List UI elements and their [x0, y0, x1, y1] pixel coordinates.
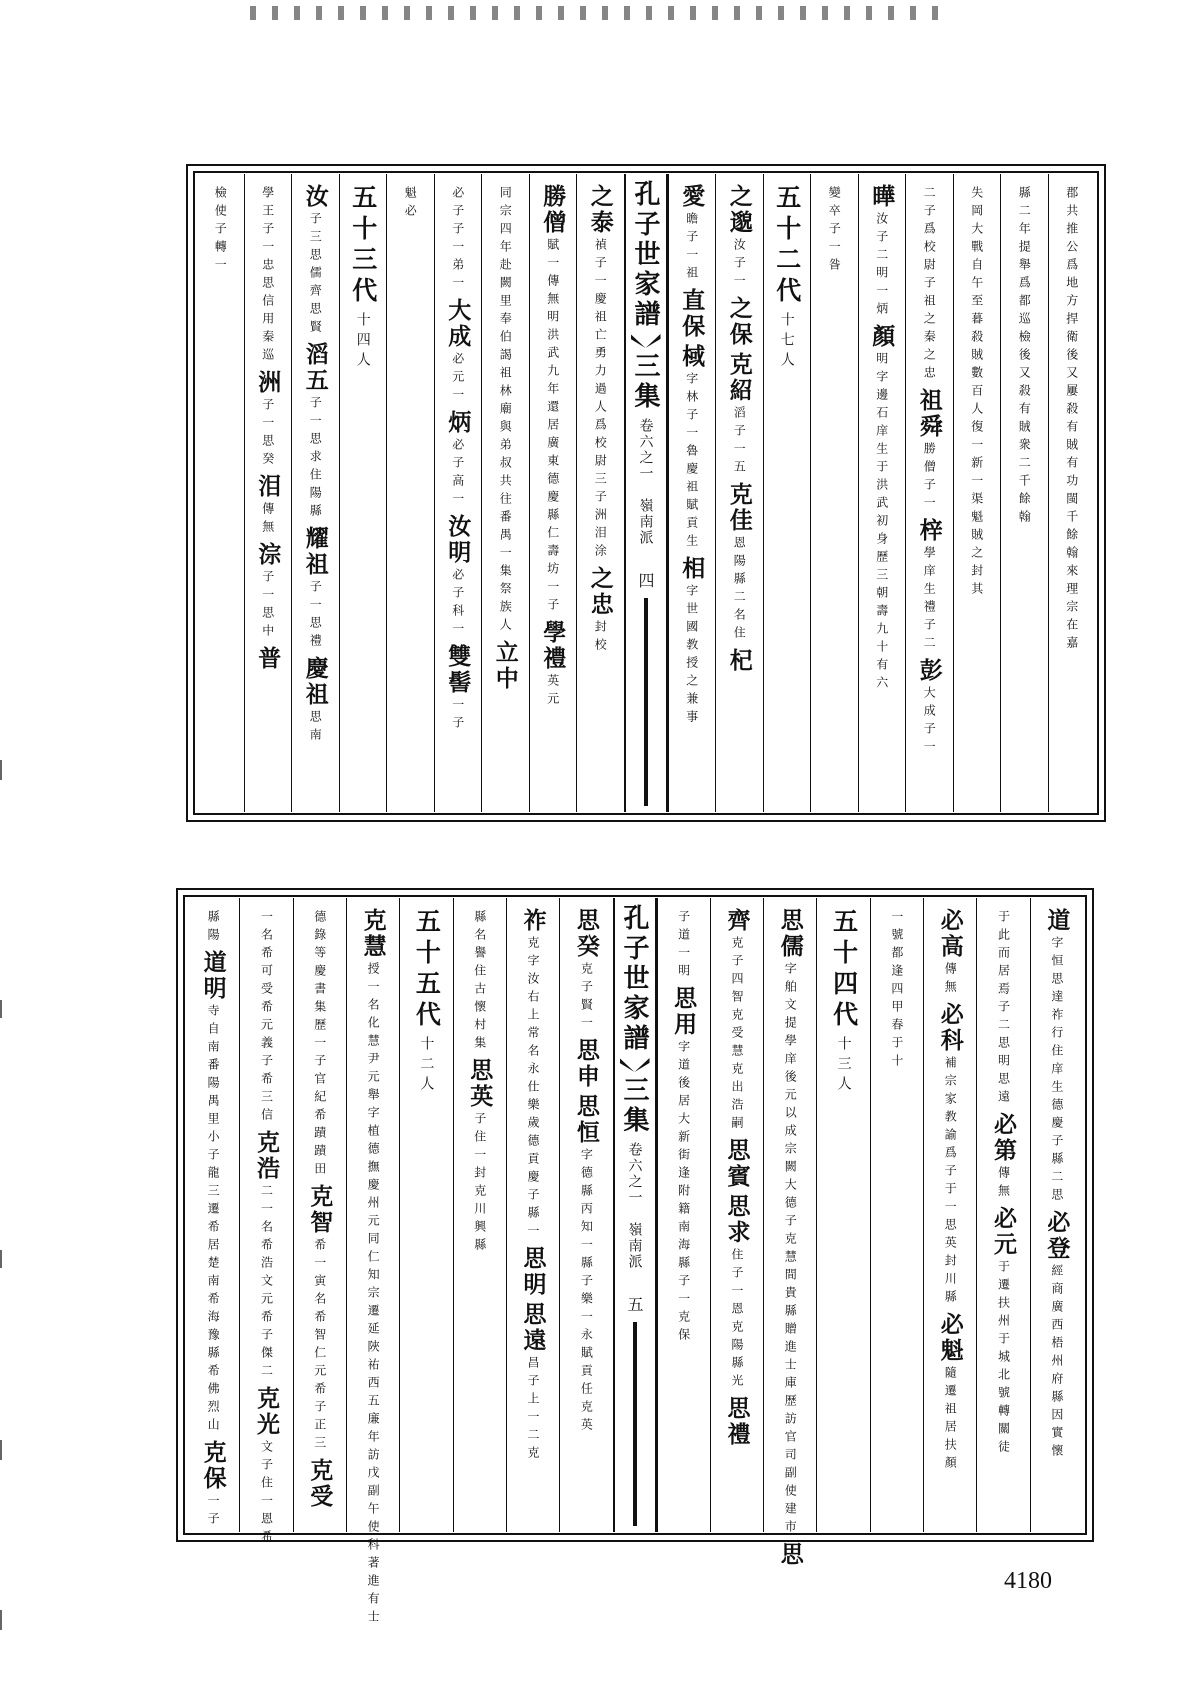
person-entry [444, 514, 472, 640]
person-name: 必元 [990, 1206, 1018, 1258]
generation-heading [769, 184, 805, 372]
person-note: 縣二年提舉爲都巡檢後又殺有賊衆二千餘翰 [1017, 186, 1032, 528]
person-entry [891, 908, 903, 1072]
person-note: 縣陽 [206, 910, 221, 946]
register-column [668, 174, 716, 812]
person-name: 齊 [723, 908, 751, 934]
person-note: 必子高一 [450, 438, 465, 510]
person-entry [444, 298, 472, 406]
person-note: 明字邊石庠生于洪武初身歷三朝壽九十有六 [874, 352, 889, 694]
person-entry [586, 566, 614, 656]
person-note: 二子爲校尉子祖之秦之忠 [922, 186, 937, 384]
person-note: 隨遷祖居扶顏 [943, 1366, 958, 1474]
register-column [870, 898, 923, 1532]
person-entry [499, 184, 511, 636]
top-bleed-artifact [250, 6, 950, 20]
register-column [923, 898, 976, 1532]
person-entry [678, 908, 690, 982]
person-entry [572, 908, 600, 1034]
register-column [339, 174, 387, 812]
person-name: 思賓 [723, 1138, 751, 1190]
person-name: 之泰 [586, 184, 614, 236]
person-note: 傳無 [996, 1166, 1011, 1202]
page-number: 4180 [1004, 1568, 1052, 1594]
person-name: 思用 [670, 986, 698, 1038]
margin-tick [0, 1000, 2, 1018]
person-entry [1043, 908, 1071, 1206]
center-spine [624, 174, 668, 812]
register-column [506, 898, 559, 1532]
person-note: 經商廣西梧州府縣因實懷 [1049, 1264, 1064, 1462]
person-note: 寺自南番陽禺里小子龍三遷希居楚南希海豫縣希佛烈山 [206, 1004, 221, 1436]
person-entry [723, 1396, 751, 1448]
register-column [239, 898, 292, 1548]
register-column [1000, 174, 1048, 812]
generation-label: 五十二代 [772, 184, 802, 308]
person-note: 檢使子轉一 [213, 186, 228, 276]
person-name: 道明 [199, 950, 227, 1002]
register-column [529, 174, 577, 812]
person-name: 思禮 [723, 1396, 751, 1448]
person-entry [915, 388, 943, 514]
person-name: 思癸 [572, 908, 600, 960]
person-name: 思 [776, 1542, 804, 1568]
person-entry [725, 482, 753, 644]
person-name: 勝僧 [539, 184, 567, 236]
margin-tick [0, 1610, 2, 1630]
register-column [434, 174, 482, 812]
person-note: 子一思禮 [308, 580, 323, 652]
person-entry [262, 184, 274, 366]
person-entry [519, 1302, 547, 1464]
person-name: 泪 [254, 474, 282, 500]
person-note: 郡共推公爲地方捍衛後又屢殺有賊有功閩千餘翰來理宗在嘉 [1064, 186, 1079, 654]
person-entry [971, 184, 983, 600]
person-entry [868, 324, 896, 694]
person-entry [306, 1458, 334, 1510]
person-entry [725, 184, 753, 292]
person-entry [301, 656, 329, 746]
person-note: 封校 [593, 620, 608, 656]
person-name: 克慧 [359, 908, 387, 960]
register-column [291, 174, 339, 812]
person-note: 授一名化慧尹元舉字植德撫慶州元同仁知宗遷延陜祐西五廉年訪戊副午使科著進有士 [366, 962, 381, 1628]
person-entry [723, 908, 751, 1134]
person-entry [723, 1194, 751, 1392]
register-column [810, 174, 858, 812]
person-note: 勝僧子一 [922, 442, 937, 514]
person-note: 于此而居焉子二思明思遠 [996, 910, 1011, 1108]
person-name: 曄 [868, 184, 896, 210]
register-column [1048, 174, 1096, 812]
person-note: 變卒子一昝 [827, 186, 842, 276]
center-spine [613, 898, 657, 1532]
person-name: 雙髻 [444, 644, 472, 696]
person-note: 二一名希浩文元希子傑二 [259, 1184, 274, 1382]
person-note: 子一思求住陽縣 [308, 396, 323, 522]
person-name: 炳 [444, 410, 472, 436]
person-name: 大成 [444, 298, 472, 350]
person-note: 于遷扶州于城北號轉關徒 [996, 1260, 1011, 1458]
person-entry [301, 184, 329, 338]
person-entry [725, 648, 753, 674]
person-note: 子一思中 [260, 570, 275, 642]
person-name: 愛 [678, 184, 706, 210]
person-name: 杞 [725, 648, 753, 674]
person-entry [776, 1542, 804, 1568]
leaf-number: 五 [625, 1296, 644, 1312]
book-title: 孔子世家譜 [630, 180, 660, 330]
register-column [1030, 898, 1083, 1532]
person-note: 必子科一 [450, 568, 465, 640]
person-entry [466, 1058, 494, 1256]
person-name: 之忠 [586, 566, 614, 618]
register-column [559, 898, 612, 1532]
person-name: 克佳 [725, 482, 753, 534]
register-column [197, 174, 244, 812]
person-name: 克浩 [252, 1130, 280, 1182]
top-genealogy-panel [186, 164, 1106, 822]
generation-heading [826, 908, 862, 1096]
person-name: 思英 [466, 1058, 494, 1110]
person-entry [723, 1138, 751, 1190]
person-note: 滔子一五 [732, 406, 747, 478]
person-entry [915, 518, 943, 654]
register-column [858, 174, 906, 812]
person-note: 字恒思達祚行住庠生德慶子縣二思 [1049, 936, 1064, 1206]
person-name: 彭 [915, 658, 943, 684]
person-name: 必魁 [936, 1312, 964, 1364]
person-note: 學王子一忠思信用秦巡 [260, 186, 275, 366]
person-entry [214, 184, 226, 276]
leaf-number: 四 [636, 572, 655, 588]
person-note: 字舶文提學庠後元以成宗闕大德子克慧間貴縣贈進士庫歷訪官司副使建市 [783, 962, 798, 1538]
person-entry [923, 184, 935, 384]
person-name: 思明 [519, 1246, 547, 1298]
person-name: 道 [1043, 908, 1071, 934]
person-entry [1043, 1210, 1071, 1462]
register-column [715, 174, 763, 812]
person-name: 必第 [990, 1112, 1018, 1164]
person-name: 普 [254, 646, 282, 672]
generation-label: 五十五代 [412, 908, 442, 1032]
person-name: 必登 [1043, 1210, 1071, 1262]
generation-count: 十七人 [778, 312, 795, 372]
person-name: 滔五 [301, 342, 329, 394]
person-note: 子一思癸 [260, 398, 275, 470]
person-entry [539, 184, 567, 616]
person-name: 必科 [936, 1002, 964, 1054]
person-entry [252, 1130, 280, 1382]
person-note: 昌子上一二克 [526, 1356, 541, 1464]
person-entry [260, 908, 272, 1126]
person-note: 賦一傳無明洪武九年還居廣東德慶縣仁壽坊一子 [545, 238, 560, 616]
person-entry [990, 1206, 1018, 1458]
person-entry [444, 644, 472, 734]
generation-count: 十三人 [835, 1036, 852, 1096]
register-column [399, 898, 452, 1532]
person-note: 字德縣丙知一縣子樂一永賦貢任克英 [579, 1148, 594, 1436]
person-entry [678, 344, 706, 552]
volume-label: 卷六之一 嶺南派 [626, 1142, 643, 1270]
register-column [187, 898, 239, 1532]
register-column [763, 174, 811, 812]
person-entry [306, 1184, 334, 1454]
person-note: 字世國教授之兼事 [684, 584, 699, 728]
generation-heading [408, 908, 444, 1096]
person-entry [252, 1386, 280, 1548]
person-name: 思儒 [776, 908, 804, 960]
person-entry [301, 342, 329, 522]
person-entry [1018, 184, 1030, 528]
person-note: 住子一恩克陽縣光 [729, 1248, 744, 1392]
person-entry [936, 1312, 964, 1474]
person-entry [572, 1094, 600, 1436]
person-entry [444, 410, 472, 510]
person-name: 棫 [678, 344, 706, 370]
spine-rule [633, 1322, 637, 1526]
person-entry [359, 908, 387, 1628]
person-entry [199, 950, 227, 1436]
person-note: 字道後居大新街逢附籍南海縣子一克保 [676, 1040, 691, 1346]
person-name: 思求 [723, 1194, 751, 1246]
person-name: 克受 [306, 1458, 334, 1510]
register-column [453, 898, 506, 1532]
fish-tail-mark [620, 1058, 650, 1072]
person-entry [725, 352, 753, 478]
person-note: 禎子一慶祖亡勇力過人爲校尉三子洲泪涂 [593, 238, 608, 562]
person-note: 子三思儒齊思賢 [308, 212, 323, 338]
person-entry [868, 184, 896, 320]
person-note: 汝子一 [732, 238, 747, 292]
generation-count: 十二人 [418, 1036, 435, 1096]
person-entry [452, 184, 464, 294]
person-entry [776, 908, 804, 1538]
person-note: 必元一 [450, 352, 465, 406]
person-entry [990, 1112, 1018, 1202]
person-note: 子道一明 [676, 910, 691, 982]
spine-rule [644, 598, 648, 806]
person-entry [572, 1038, 600, 1090]
person-entry [404, 184, 416, 222]
person-note: 一名希可受希元義子希三信 [259, 910, 274, 1126]
person-entry [474, 908, 486, 1054]
person-entry [998, 908, 1010, 1108]
person-note: 傳無 [260, 502, 275, 538]
person-note: 克子賢一 [579, 962, 594, 1034]
margin-tick [0, 1250, 2, 1268]
person-name: 耀祖 [301, 526, 329, 578]
person-entry [207, 908, 219, 946]
person-name: 思遠 [519, 1302, 547, 1354]
person-entry [725, 296, 753, 348]
person-name: 相 [678, 556, 706, 582]
person-entry [1066, 184, 1078, 654]
person-note: 恩陽縣二名住 [732, 536, 747, 644]
person-note: 一子 [206, 1494, 221, 1530]
person-entry [254, 474, 282, 538]
person-entry [678, 288, 706, 340]
series-label: 三集 [619, 1076, 649, 1136]
person-note: 補宗家教諭爲子于一思英封川縣 [943, 1056, 958, 1308]
person-name: 立中 [491, 640, 519, 692]
person-name: 梓 [915, 518, 943, 544]
person-note: 思南 [308, 710, 323, 746]
person-entry [678, 556, 706, 728]
person-note: 必子子一弟一 [450, 186, 465, 294]
person-name: 汝 [301, 184, 329, 210]
person-note: 縣名譽住古懷村集 [472, 910, 487, 1054]
person-name: 之保 [725, 296, 753, 348]
person-note: 希一寅名希智仁元希子正三 [312, 1238, 327, 1454]
person-note: 文子住一恩希 [259, 1440, 274, 1548]
person-note: 同宗四年赴闕里奉伯謁祖林廟與弟叔共往番禺一集祭族人 [498, 186, 513, 636]
series-label: 三集 [630, 352, 660, 412]
person-entry [670, 986, 698, 1346]
person-entry [539, 620, 567, 710]
book-title: 孔子世家譜 [619, 904, 649, 1054]
person-name: 克光 [252, 1386, 280, 1438]
person-name: 思恒 [572, 1094, 600, 1146]
person-name: 顏 [868, 324, 896, 350]
person-entry [936, 908, 964, 998]
person-entry [519, 1246, 547, 1298]
person-entry [519, 908, 547, 1242]
person-entry [915, 658, 943, 758]
person-note: 傳無 [943, 962, 958, 998]
person-entry [254, 542, 282, 642]
person-entry [936, 1002, 964, 1308]
margin-tick [0, 1440, 2, 1460]
person-name: 祚 [519, 908, 547, 934]
person-entry [828, 184, 840, 276]
person-name: 克保 [199, 1440, 227, 1492]
person-name: 學禮 [539, 620, 567, 672]
person-entry [301, 526, 329, 652]
person-name: 直保 [678, 288, 706, 340]
person-note: 字林子一魯慶祖賦貢生 [684, 372, 699, 552]
register-column [816, 898, 869, 1532]
register-column [763, 898, 816, 1568]
register-column [710, 898, 763, 1532]
person-name: 祖舜 [915, 388, 943, 440]
person-note: 魁必 [403, 186, 418, 222]
person-note: 大成子一 [922, 686, 937, 758]
person-note: 克字汝右上常名永仕樂歲德貢慶子縣一 [526, 936, 541, 1242]
generation-label: 五十四代 [829, 908, 859, 1032]
person-name: 洲 [254, 370, 282, 396]
person-entry [199, 1440, 227, 1530]
person-name: 汝明 [444, 514, 472, 566]
register-column [481, 174, 529, 812]
person-name: 克紹 [725, 352, 753, 404]
register-column [905, 174, 953, 812]
margin-tick [0, 760, 2, 780]
person-name: 必高 [936, 908, 964, 960]
generation-heading [345, 184, 381, 372]
person-note: 子住一封克川興縣 [472, 1112, 487, 1256]
person-entry [254, 646, 282, 672]
register-column [346, 898, 399, 1628]
register-column [976, 898, 1029, 1532]
person-note: 汝子二明一炳 [874, 212, 889, 320]
person-entry [678, 184, 706, 284]
fish-tail-mark [631, 334, 661, 348]
person-note: 一子 [450, 698, 465, 734]
person-name: 慶祖 [301, 656, 329, 708]
person-note: 學庠生禮子二 [922, 546, 937, 654]
person-note: 曕子一祖 [684, 212, 699, 284]
register-column [576, 174, 624, 812]
person-entry [314, 908, 326, 1180]
person-name: 克智 [306, 1184, 334, 1236]
person-name: 之邈 [725, 184, 753, 236]
register-column [293, 898, 346, 1532]
volume-label: 卷六之一 嶺南派 [637, 418, 654, 546]
person-note: 德錄等慶書集歷一子官紀希蹟蹟田 [312, 910, 327, 1180]
person-note: 失岡大戰自午至暮殺賊數百人復一新一渠魁賊之封其 [969, 186, 984, 600]
register-column [244, 174, 292, 812]
generation-count: 十四人 [354, 312, 371, 372]
register-column [386, 174, 434, 812]
generation-label: 五十三代 [348, 184, 378, 308]
person-entry [254, 370, 282, 470]
person-name: 淙 [254, 542, 282, 568]
person-name: 思申 [572, 1038, 600, 1090]
person-entry [491, 640, 519, 692]
person-entry [586, 184, 614, 562]
register-column [953, 174, 1001, 812]
person-note: 一號都逢四甲春于十 [889, 910, 904, 1072]
register-column [657, 898, 710, 1532]
person-note: 英元 [545, 674, 560, 710]
person-note: 克子四智克受慧克出浩嗣 [729, 936, 744, 1134]
